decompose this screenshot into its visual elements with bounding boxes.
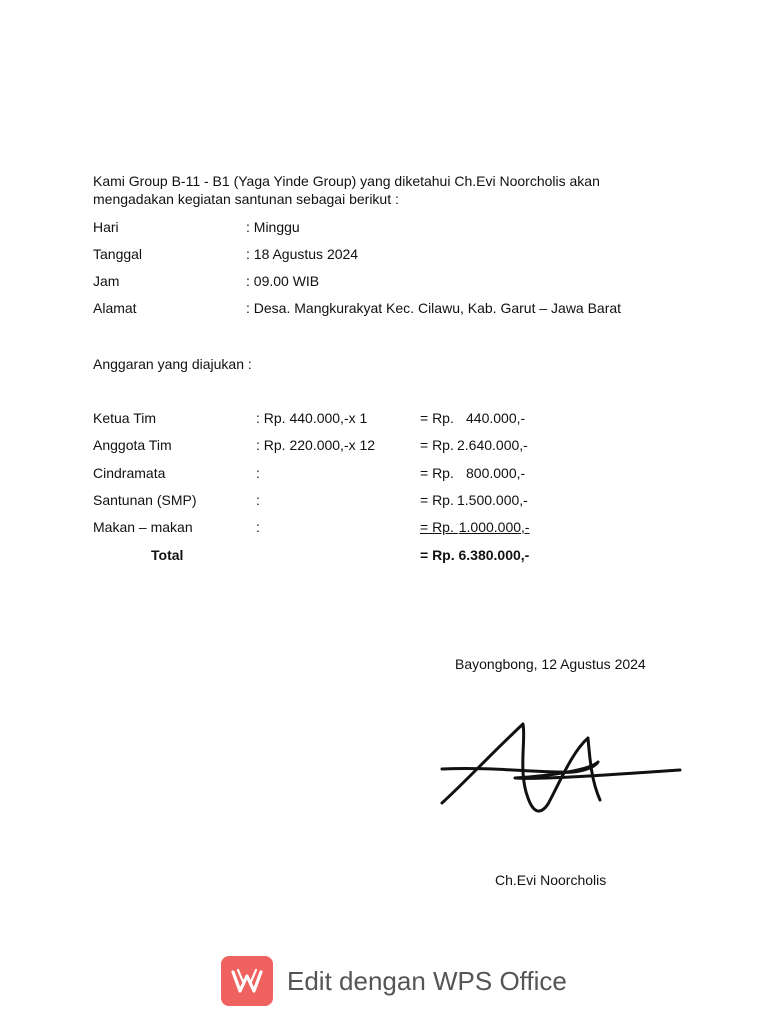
detail-label-hari: Hari: [93, 219, 119, 235]
intro-line-2: mengadakan kegiatan santunan sebagai berikut :: [93, 191, 399, 207]
wps-logo-icon: [221, 956, 273, 1006]
budget-item: Ketua Tim: [93, 410, 157, 426]
detail-value-tanggal: : 18 Agustus 2024: [246, 246, 359, 262]
budget-eq: = Rp.: [420, 492, 454, 508]
budget-eq: = Rp.: [420, 519, 454, 535]
budget-item: Makan – makan: [93, 519, 193, 535]
budget-calc: : Rp. 440.000,-x 1: [256, 410, 368, 426]
budget-amount: 2.640.000,-: [457, 437, 528, 453]
signatory-name: Ch.Evi Noorcholis: [495, 872, 607, 888]
budget-calc: :: [256, 492, 260, 508]
intro-paragraph: [93, 172, 653, 208]
budget-eq: = Rp.: [420, 437, 454, 453]
budget-amount: 440.000,-: [466, 410, 526, 426]
budget-amount: 1.500.000,-: [457, 492, 528, 508]
total-label: Total: [151, 547, 184, 563]
detail-value-hari: : Minggu: [246, 219, 300, 235]
budget-calc: :: [256, 519, 260, 535]
budget-item: Cindramata: [93, 465, 166, 481]
detail-label-tanggal: Tanggal: [93, 246, 143, 262]
detail-label-jam: Jam: [93, 273, 120, 289]
place-date: Bayongbong, 12 Agustus 2024: [455, 656, 646, 672]
intro-line-1: Kami Group B-11 - B1 (Yaga Yinde Group) yang diketahui Ch.Evi Noorcholis akan: [93, 173, 600, 189]
wps-edit-banner[interactable]: [221, 956, 567, 1006]
budget-eq-underlined: [420, 519, 530, 535]
budget-item: Anggota Tim: [93, 437, 172, 453]
budget-amount: 1.000.000,-: [458, 519, 530, 535]
detail-label-alamat: Alamat: [93, 300, 137, 316]
signature-image: [420, 712, 690, 832]
budget-eq: = Rp.: [420, 465, 454, 481]
total-value: = Rp. 6.380.000,-: [420, 547, 530, 563]
budget-heading: Anggaran yang diajukan :: [93, 356, 252, 372]
budget-eq: = Rp.: [420, 410, 454, 426]
budget-amount: 800.000,-: [466, 465, 526, 481]
detail-value-alamat: : Desa. Mangkurakyat Kec. Cilawu, Kab. Garut – Jawa Barat: [246, 300, 622, 316]
wps-edit-label[interactable]: Edit dengan WPS Office: [287, 965, 567, 996]
detail-value-jam: : 09.00 WIB: [246, 273, 320, 289]
budget-calc: : Rp. 220.000,-x 12: [256, 437, 376, 453]
signature-drawing: [420, 712, 690, 832]
budget-calc: :: [256, 465, 260, 481]
budget-item: Santunan (SMP): [93, 492, 197, 508]
